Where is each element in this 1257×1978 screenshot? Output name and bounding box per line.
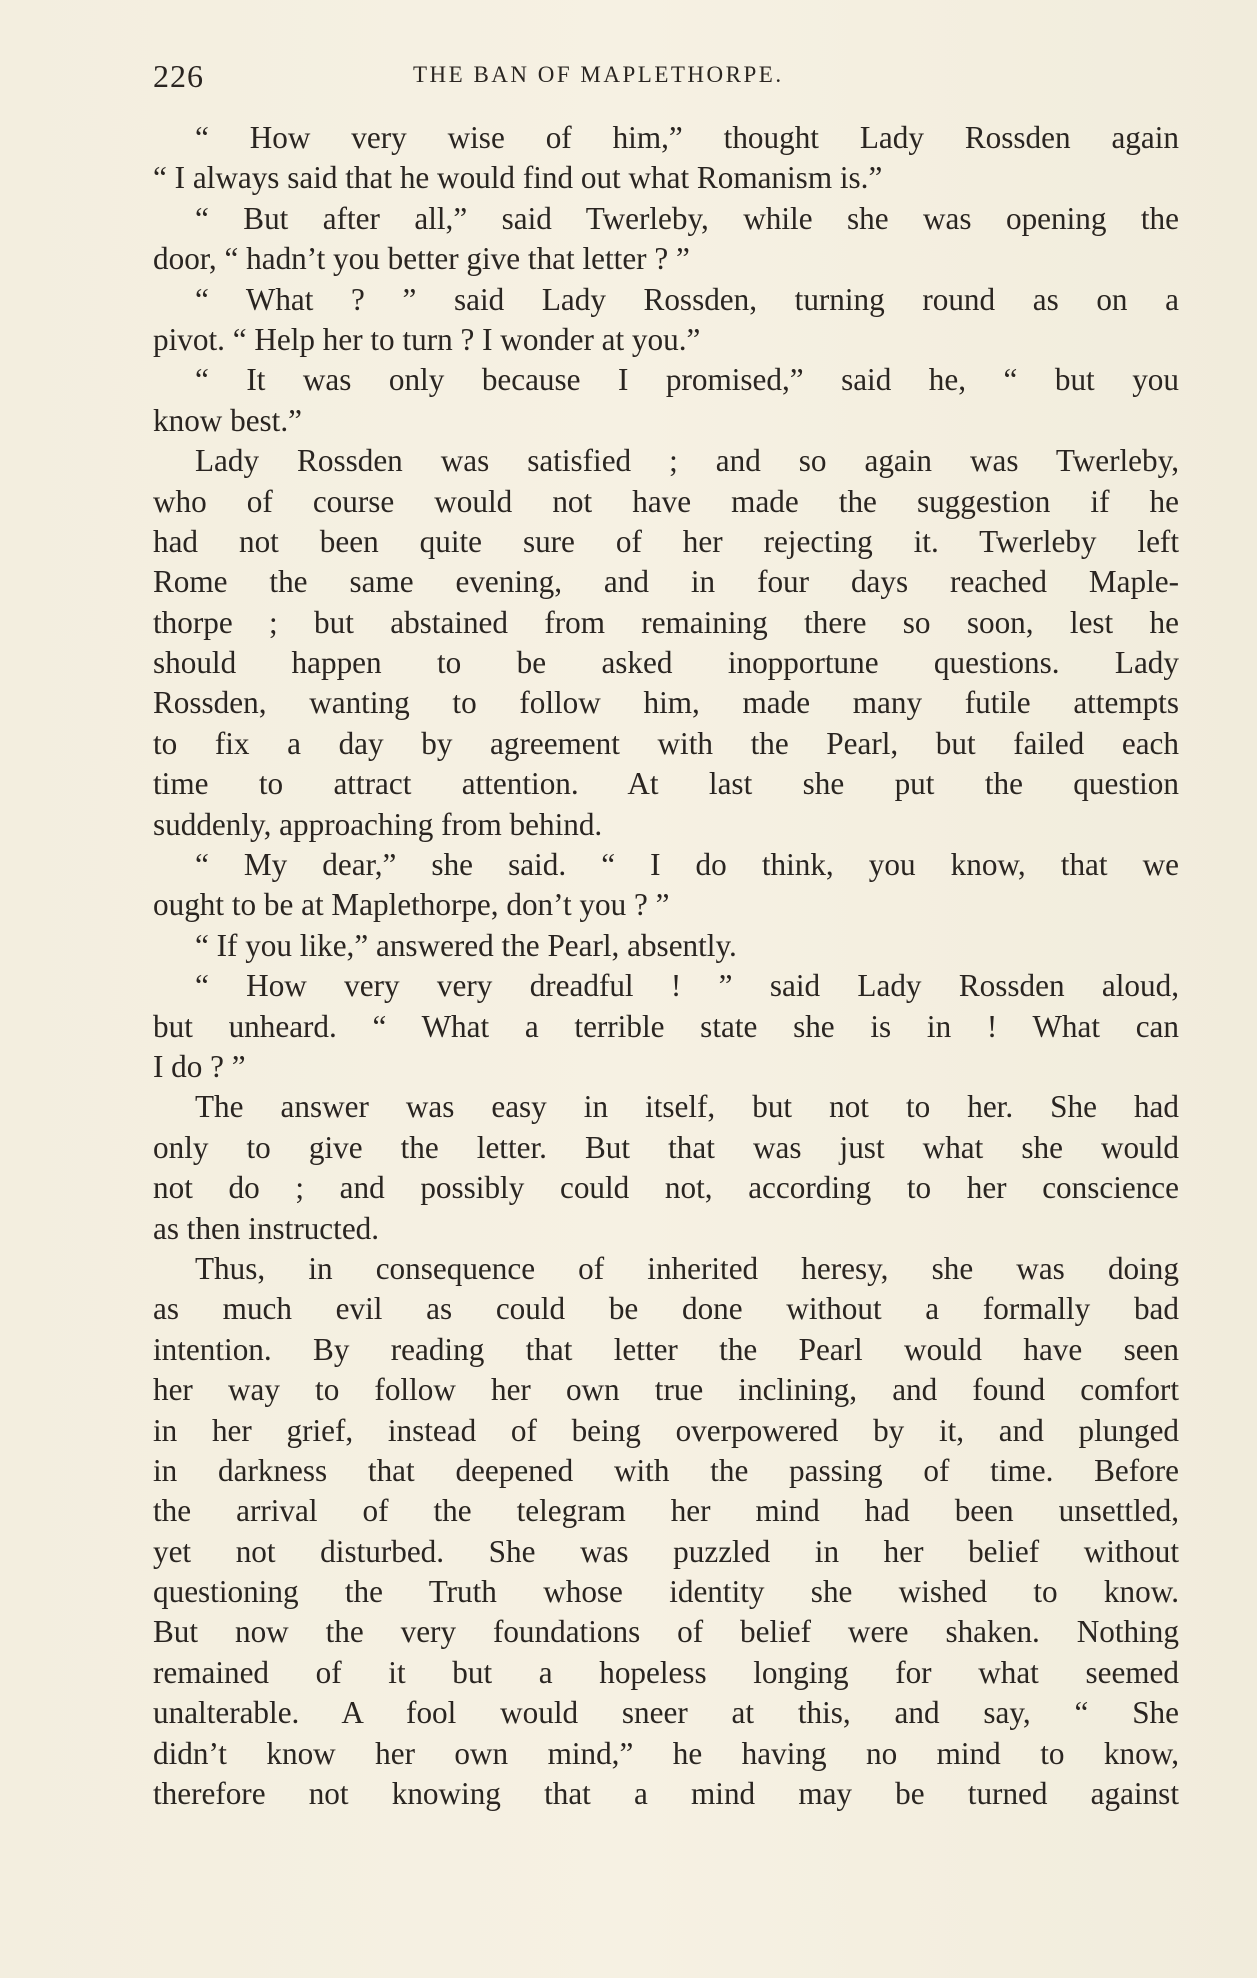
text-line: only to give the letter. But that was just what she would: [153, 1129, 1179, 1165]
text-line: unalterable. A fool would sneer at this, and say, “ She: [153, 1695, 1179, 1731]
text-line: remained of it but a hopeless longing for what seemed: [153, 1654, 1179, 1690]
text-line: “ What ? ” said Lady Rossden, turning round as on a: [195, 281, 1179, 317]
text-line: her way to follow her own true inclining, and found comfort: [153, 1372, 1179, 1408]
text-line: as then instructed.: [153, 1210, 380, 1246]
text-line: “ I always said that he would find out what Romanism is.”: [153, 160, 883, 196]
text-line: “ How very very dreadful ! ” said Lady Rossden aloud,: [195, 968, 1179, 1004]
text-line: thorpe ; but abstained from remaining there so soon, lest he: [153, 604, 1179, 640]
text-line: time to attract attention. At last she put the question: [153, 766, 1179, 802]
text-line: yet not disturbed. She was puzzled in her belief without: [153, 1533, 1179, 1569]
text-line: Lady Rossden was satisfied ; and so again was Twerleby,: [195, 443, 1179, 479]
text-line: should happen to be asked inopportune questions. Lady: [153, 645, 1179, 681]
text-line: to fix a day by agreement with the Pearl, but failed each: [153, 725, 1179, 761]
text-line: Rome the same evening, and in four days reached Maple-: [153, 564, 1179, 600]
text-line: not do ; and possibly could not, according to her conscience: [153, 1170, 1179, 1206]
text-line: “ My dear,” she said. “ I do think, you know, that we: [195, 847, 1179, 883]
text-line: who of course would not have made the suggestion if he: [153, 483, 1179, 519]
text-line: “ If you like,” answered the Pearl, absently.: [195, 927, 737, 963]
text-line: pivot. “ Help her to turn ? I wonder at you.”: [153, 321, 701, 357]
text-line: questioning the Truth whose identity she wished to know.: [153, 1574, 1179, 1610]
text-line: “ It was only because I promised,” said he, “ but you: [195, 362, 1179, 398]
text-line: I do ? ”: [153, 1048, 246, 1084]
text-line: ought to be at Maplethorpe, don’t you ? ”: [153, 887, 670, 923]
text-line: suddenly, approaching from behind.: [153, 806, 603, 842]
text-line: therefore not knowing that a mind may be turned against: [153, 1776, 1179, 1812]
body-text: [153, 118, 1179, 1814]
text-line: “ But after all,” said Twerleby, while she was opening the: [195, 200, 1179, 236]
text-line: as much evil as could be done without a formally bad: [153, 1291, 1179, 1327]
text-line: the arrival of the telegram her mind had been unsettled,: [153, 1493, 1179, 1529]
text-line: Rossden, wanting to follow him, made many futile attempts: [153, 685, 1179, 721]
text-line: “ How very wise of him,” thought Lady Rossden again: [195, 120, 1179, 155]
text-line: door, “ hadn’t you better give that letter ? ”: [153, 241, 690, 277]
page-number: 226: [153, 58, 204, 94]
text-line: But now the very foundations of belief were shaken. Nothing: [153, 1614, 1179, 1650]
text-line: Thus, in consequence of inherited heresy, she was doing: [195, 1250, 1179, 1286]
text-line: but unheard. “ What a terrible state she is in ! What can: [153, 1008, 1179, 1044]
running-title: THE BAN OF MAPLETHORPE.: [413, 62, 784, 87]
text-line: know best.”: [153, 402, 302, 438]
text-line: in darkness that deepened with the passing of time. Before: [153, 1452, 1179, 1488]
text-line: had not been quite sure of her rejecting it. Twerleby left: [153, 523, 1179, 559]
text-line: didn’t know her own mind,” he having no mind to know,: [153, 1735, 1179, 1771]
text-line: in her grief, instead of being overpowered by it, and plunged: [153, 1412, 1179, 1448]
text-line: intention. By reading that letter the Pearl would have seen: [153, 1331, 1179, 1367]
text-line: The answer was easy in itself, but not to her. She had: [195, 1089, 1179, 1125]
page-header: [153, 58, 1183, 98]
